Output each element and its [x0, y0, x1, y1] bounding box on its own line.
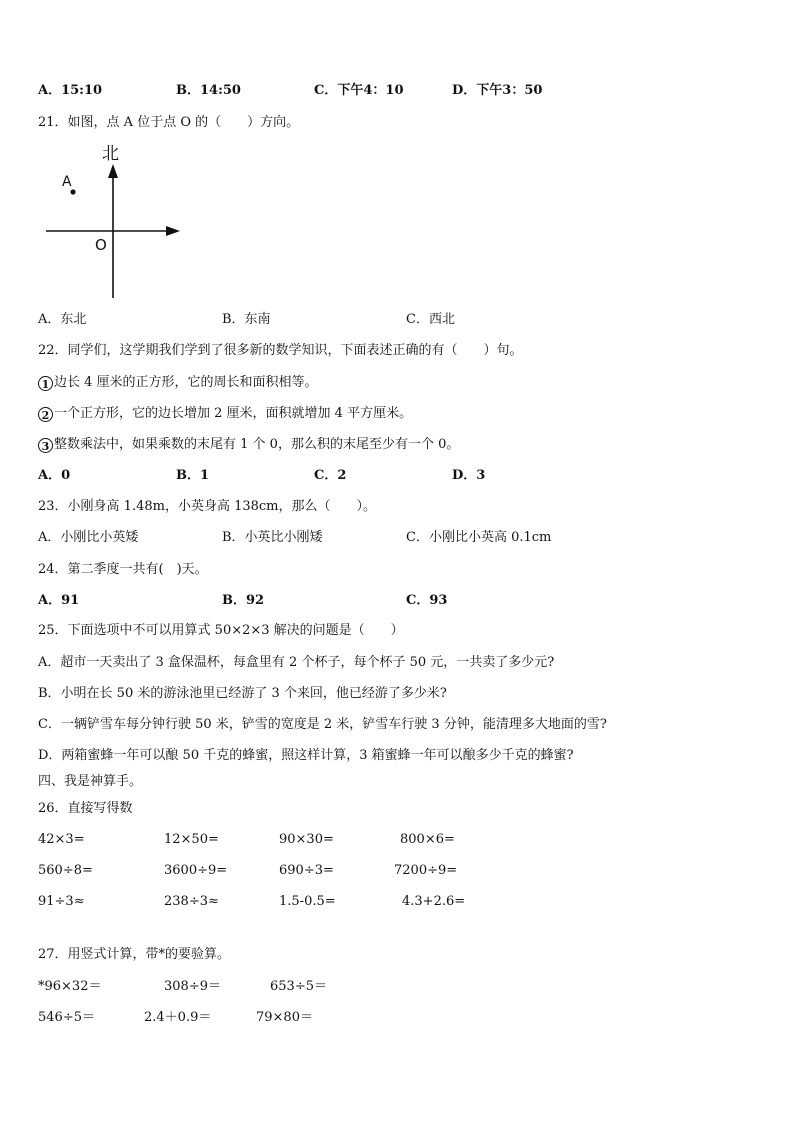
point-a: [70, 189, 75, 194]
q26-row-3: [38, 893, 758, 911]
q22-statement-2-text: 一个正方形，它的边长增加 2 厘米，面积就增加 4 平方厘米。: [54, 406, 413, 421]
north-arrow-icon: [108, 164, 118, 178]
q22-option-c: C．2: [314, 468, 347, 483]
q27-row-1: [38, 978, 758, 996]
q23-option-c: C．小刚比小英高 0.1cm: [406, 530, 552, 545]
q22-statement-3-text: 整数乘法中，如果乘数的末尾有 1 个 0，那么积的末尾至少有一个 0。: [54, 437, 460, 452]
q26-item: 560÷8=: [38, 863, 93, 878]
circled-number-1: 1: [38, 376, 53, 391]
circled-number-2: 2: [38, 407, 53, 422]
q22-option-d: D．3: [452, 468, 486, 483]
q26-item: 91÷3≈: [38, 894, 85, 909]
q22-statement-1: [38, 374, 318, 392]
q26-row-2: [38, 862, 758, 880]
q26-item: 800×6=: [400, 832, 455, 847]
q24-option-b: B．92: [222, 593, 265, 608]
q24-option-c: C．93: [406, 593, 448, 608]
q27-item: 308÷9＝: [164, 979, 221, 994]
q24-option-a: A．91: [38, 593, 80, 608]
q22-statement-3: [38, 436, 459, 454]
q20-options: [38, 82, 758, 100]
q25-option-b: B．小明在长 50 米的游泳池里已经游了 3 个来回，他已经游了多少米?: [38, 686, 447, 701]
q22-statement-2: [38, 405, 412, 423]
q22-options: [38, 467, 758, 485]
q21-option-b: B．东南: [222, 312, 271, 327]
q23-stem: 23．小刚身高 1.48m，小英身高 138cm，那么（ ）。: [38, 499, 377, 514]
point-a-label: A: [62, 174, 72, 190]
q25-option-a: A．超市一天卖出了 3 盒保温杯，每盒里有 2 个杯子，每个杯子 50 元，一共卖了多少元?: [38, 655, 555, 670]
section-heading: 四、我是神算手。: [38, 774, 143, 789]
q22-statement-1-text: 边长 4 厘米的正方形，它的周长和面积相等。: [54, 375, 318, 390]
q27-stem: 27．用竖式计算，带*的要验算。: [38, 947, 231, 962]
q21-option-c: C．西北: [406, 312, 455, 327]
q21-option-a: A．东北: [38, 312, 87, 327]
q27-row-2: [38, 1009, 758, 1027]
q26-item: 3600÷9=: [164, 863, 228, 878]
q22-option-b: B．1: [176, 468, 210, 483]
q26-item: 90×30=: [279, 832, 334, 847]
q25-stem: 25．下面选项中不可以用算式 50×2×3 解决的问题是（ ）: [38, 623, 404, 638]
north-label: 北: [102, 144, 119, 164]
q27-item: 79×80＝: [256, 1010, 313, 1025]
q27-item: 546÷5＝: [38, 1010, 95, 1025]
q26-item: 1.5-0.5=: [279, 894, 336, 909]
q20-option-d: D．下午3：50: [452, 83, 543, 98]
q20-option-b: B．14:50: [176, 83, 241, 98]
q25-option-c: C．一辆铲雪车每分钟行驶 50 米，铲雪的宽度是 2 米，铲雪车行驶 3 分钟，能清理多大地面的雪?: [38, 717, 607, 732]
q24-stem: 24．第二季度一共有( )天。: [38, 562, 208, 577]
origin-label: O: [95, 236, 107, 254]
q20-option-a: A．15:10: [38, 83, 103, 98]
circled-number-3: 3: [38, 438, 53, 453]
q23-options: [38, 529, 758, 547]
q26-item: 12×50=: [164, 832, 219, 847]
q24-options: [38, 592, 758, 610]
q26-item: 690÷3=: [279, 863, 334, 878]
q23-option-a: A．小刚比小英矮: [38, 530, 139, 545]
q26-row-1: [38, 831, 758, 849]
q26-item: 7200÷9=: [394, 863, 458, 878]
q22-stem: 22．同学们，这学期我们学到了很多新的数学知识，下面表述正确的有（ ）句。: [38, 343, 523, 358]
q26-item: 4.3+2.6=: [402, 894, 466, 909]
q22-option-a: A．0: [38, 468, 71, 483]
q26-stem: 26．直接写得数: [38, 801, 133, 816]
q21-direction-figure: [40, 140, 190, 302]
q27-item: 653÷5＝: [270, 979, 327, 994]
q27-item: 2.4＋0.9＝: [144, 1010, 212, 1025]
q23-option-b: B．小英比小刚矮: [222, 530, 323, 545]
q26-item: 42×3=: [38, 832, 85, 847]
q20-option-c: C．下午4：10: [314, 83, 404, 98]
q25-option-d: D．两箱蜜蜂一年可以酿 50 千克的蜂蜜，照这样计算，3 箱蜜蜂一年可以酿多少千克的蜂蜜?: [38, 748, 574, 763]
q26-item: 238÷3≈: [164, 894, 219, 909]
east-arrow-icon: [166, 226, 180, 236]
q27-item: *96×32＝: [38, 979, 102, 994]
q21-options: [38, 311, 758, 329]
q21-stem: 21．如图，点 A 位于点 O 的（ ）方向。: [38, 115, 300, 130]
